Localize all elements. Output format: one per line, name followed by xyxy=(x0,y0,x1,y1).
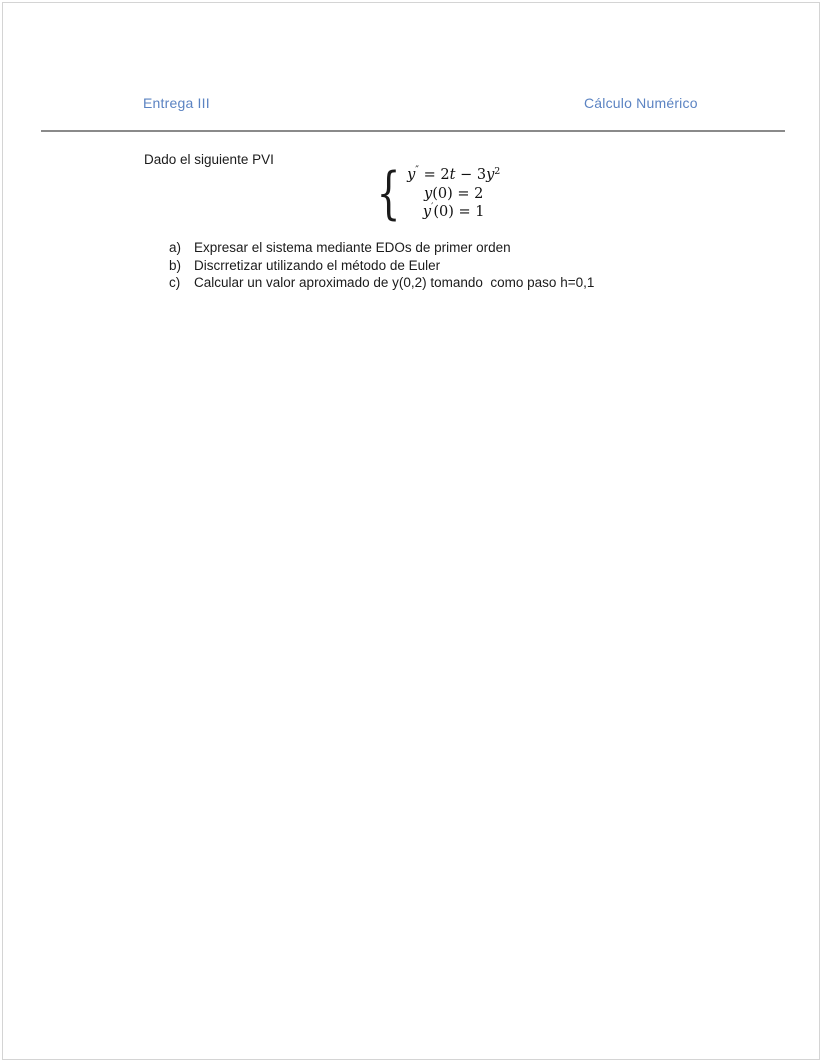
task-marker: b) xyxy=(169,257,182,273)
equation-line-3: y′(0) = 1 xyxy=(422,202,485,221)
problem-intro-text: Dado el siguiente PVI xyxy=(144,152,274,167)
equation-line-1: $y'' = 2t - 3y^2$ xyxy=(407,165,501,184)
task-text: Discrretizar utilizando el método de Euler xyxy=(194,257,441,273)
header-divider xyxy=(41,130,785,132)
equation-lines xyxy=(407,166,500,222)
task-item-b xyxy=(169,257,594,275)
task-marker: c) xyxy=(169,275,181,291)
task-marker: a) xyxy=(169,240,182,255)
task-text: Expresar el sistema mediante EDOs de primer orden xyxy=(194,240,511,255)
pvi-equation-system xyxy=(372,161,501,227)
header-course-name: Cálculo Numérico xyxy=(584,95,698,111)
header-assignment-title: Entrega III xyxy=(143,95,210,111)
equation-line-2: y(0) = 2 xyxy=(424,185,484,202)
document-page xyxy=(2,2,820,1060)
task-text: Calcular un valor aproximado de y(0,2) tomando como paso h=0,1 xyxy=(194,275,595,291)
system-brace: { xyxy=(376,161,401,227)
task-item-c xyxy=(169,274,594,292)
task-item-a xyxy=(169,239,594,257)
task-list xyxy=(169,239,594,292)
